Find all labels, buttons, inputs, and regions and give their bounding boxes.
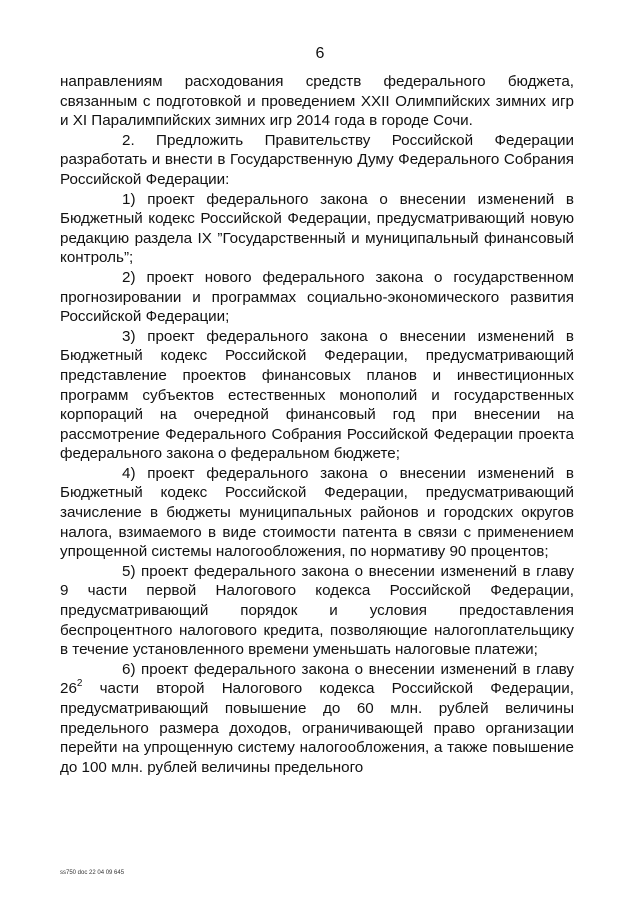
page-number: 6 — [315, 45, 325, 62]
paragraph-subitem-4: 4) проект федерального закона о внесении изменений в Бюджетный кодекс Российской Федерации, предусматривающий зачисление в бюджеты муниципальных районов и городских округов налога, взимаемого в виде стоимости патента в связи с применением упрощенной системы налогообложения, по нормативу 90 процентов; — [60, 464, 574, 561]
paragraph-item-2: 2. Предложить Правительству Российской Федерации разработать и внести в Государственную Думу Федерального Собрания Российской Федерации: — [60, 131, 574, 188]
paragraph-subitem-6-rest: части второй Налогового кодекса Российской Федерации, предусматривающий повышение до 60 млн. рублей величины предельного размера доходов, ограничивающей право организации перейти на упрощенную систему налогообложения, а также повышение до 100 млн. рублей величины предельного — [60, 680, 574, 776]
paragraph-subitem-5: 5) проект федерального закона о внесении изменений в главу 9 части первой Налогового кодекса Российской Федерации, предусматривающий порядок и условия предоставления беспроцентного налогового кредита, позволяющие налогоплательщику в течение установленного времени уменьшать налоговые платежи; — [60, 562, 574, 659]
paragraph-subitem-6-start: 6) проект федерального закона о внесении изменений в главу 26 — [60, 660, 574, 698]
paragraph-subitem-3: 3) проект федерального закона о внесении изменений в Бюджетный кодекс Российской Федерации, предусматривающий представление проектов финансовых планов и инвестиционных программ субъектов естественных монополий и государственных корпораций на очередной финансовый год при внесении на рассмотрение Федерального Собрания Российской Федерации проекта федерального закона о федеральном бюджете; — [60, 327, 574, 463]
paragraph-subitem-2: 2) проект нового федерального закона о государственном прогнозировании и программах социально-экономического развития Российской Федерации; — [60, 268, 574, 326]
paragraph-subitem-6 — [60, 660, 574, 778]
paragraph-subitem-1: 1) проект федерального закона о внесении изменений в Бюджетный кодекс Российской Федерации, предусматривающий новую редакцию раздела IX ”Государственный и муниципальный финансовый контроль”; — [60, 190, 574, 267]
paragraph-continuation: направлениям расходования средств федерального бюджета, связанным с подготовкой и проведением XXII Олимпийских зимних игр и XI Паралимпийских зимних игр 2014 года в городе Сочи. — [60, 73, 574, 130]
footer-file-code: ss750 doc 22 04 09 645 — [60, 870, 125, 876]
document-body — [60, 72, 574, 777]
chapter-superscript: 2 — [76, 678, 83, 690]
